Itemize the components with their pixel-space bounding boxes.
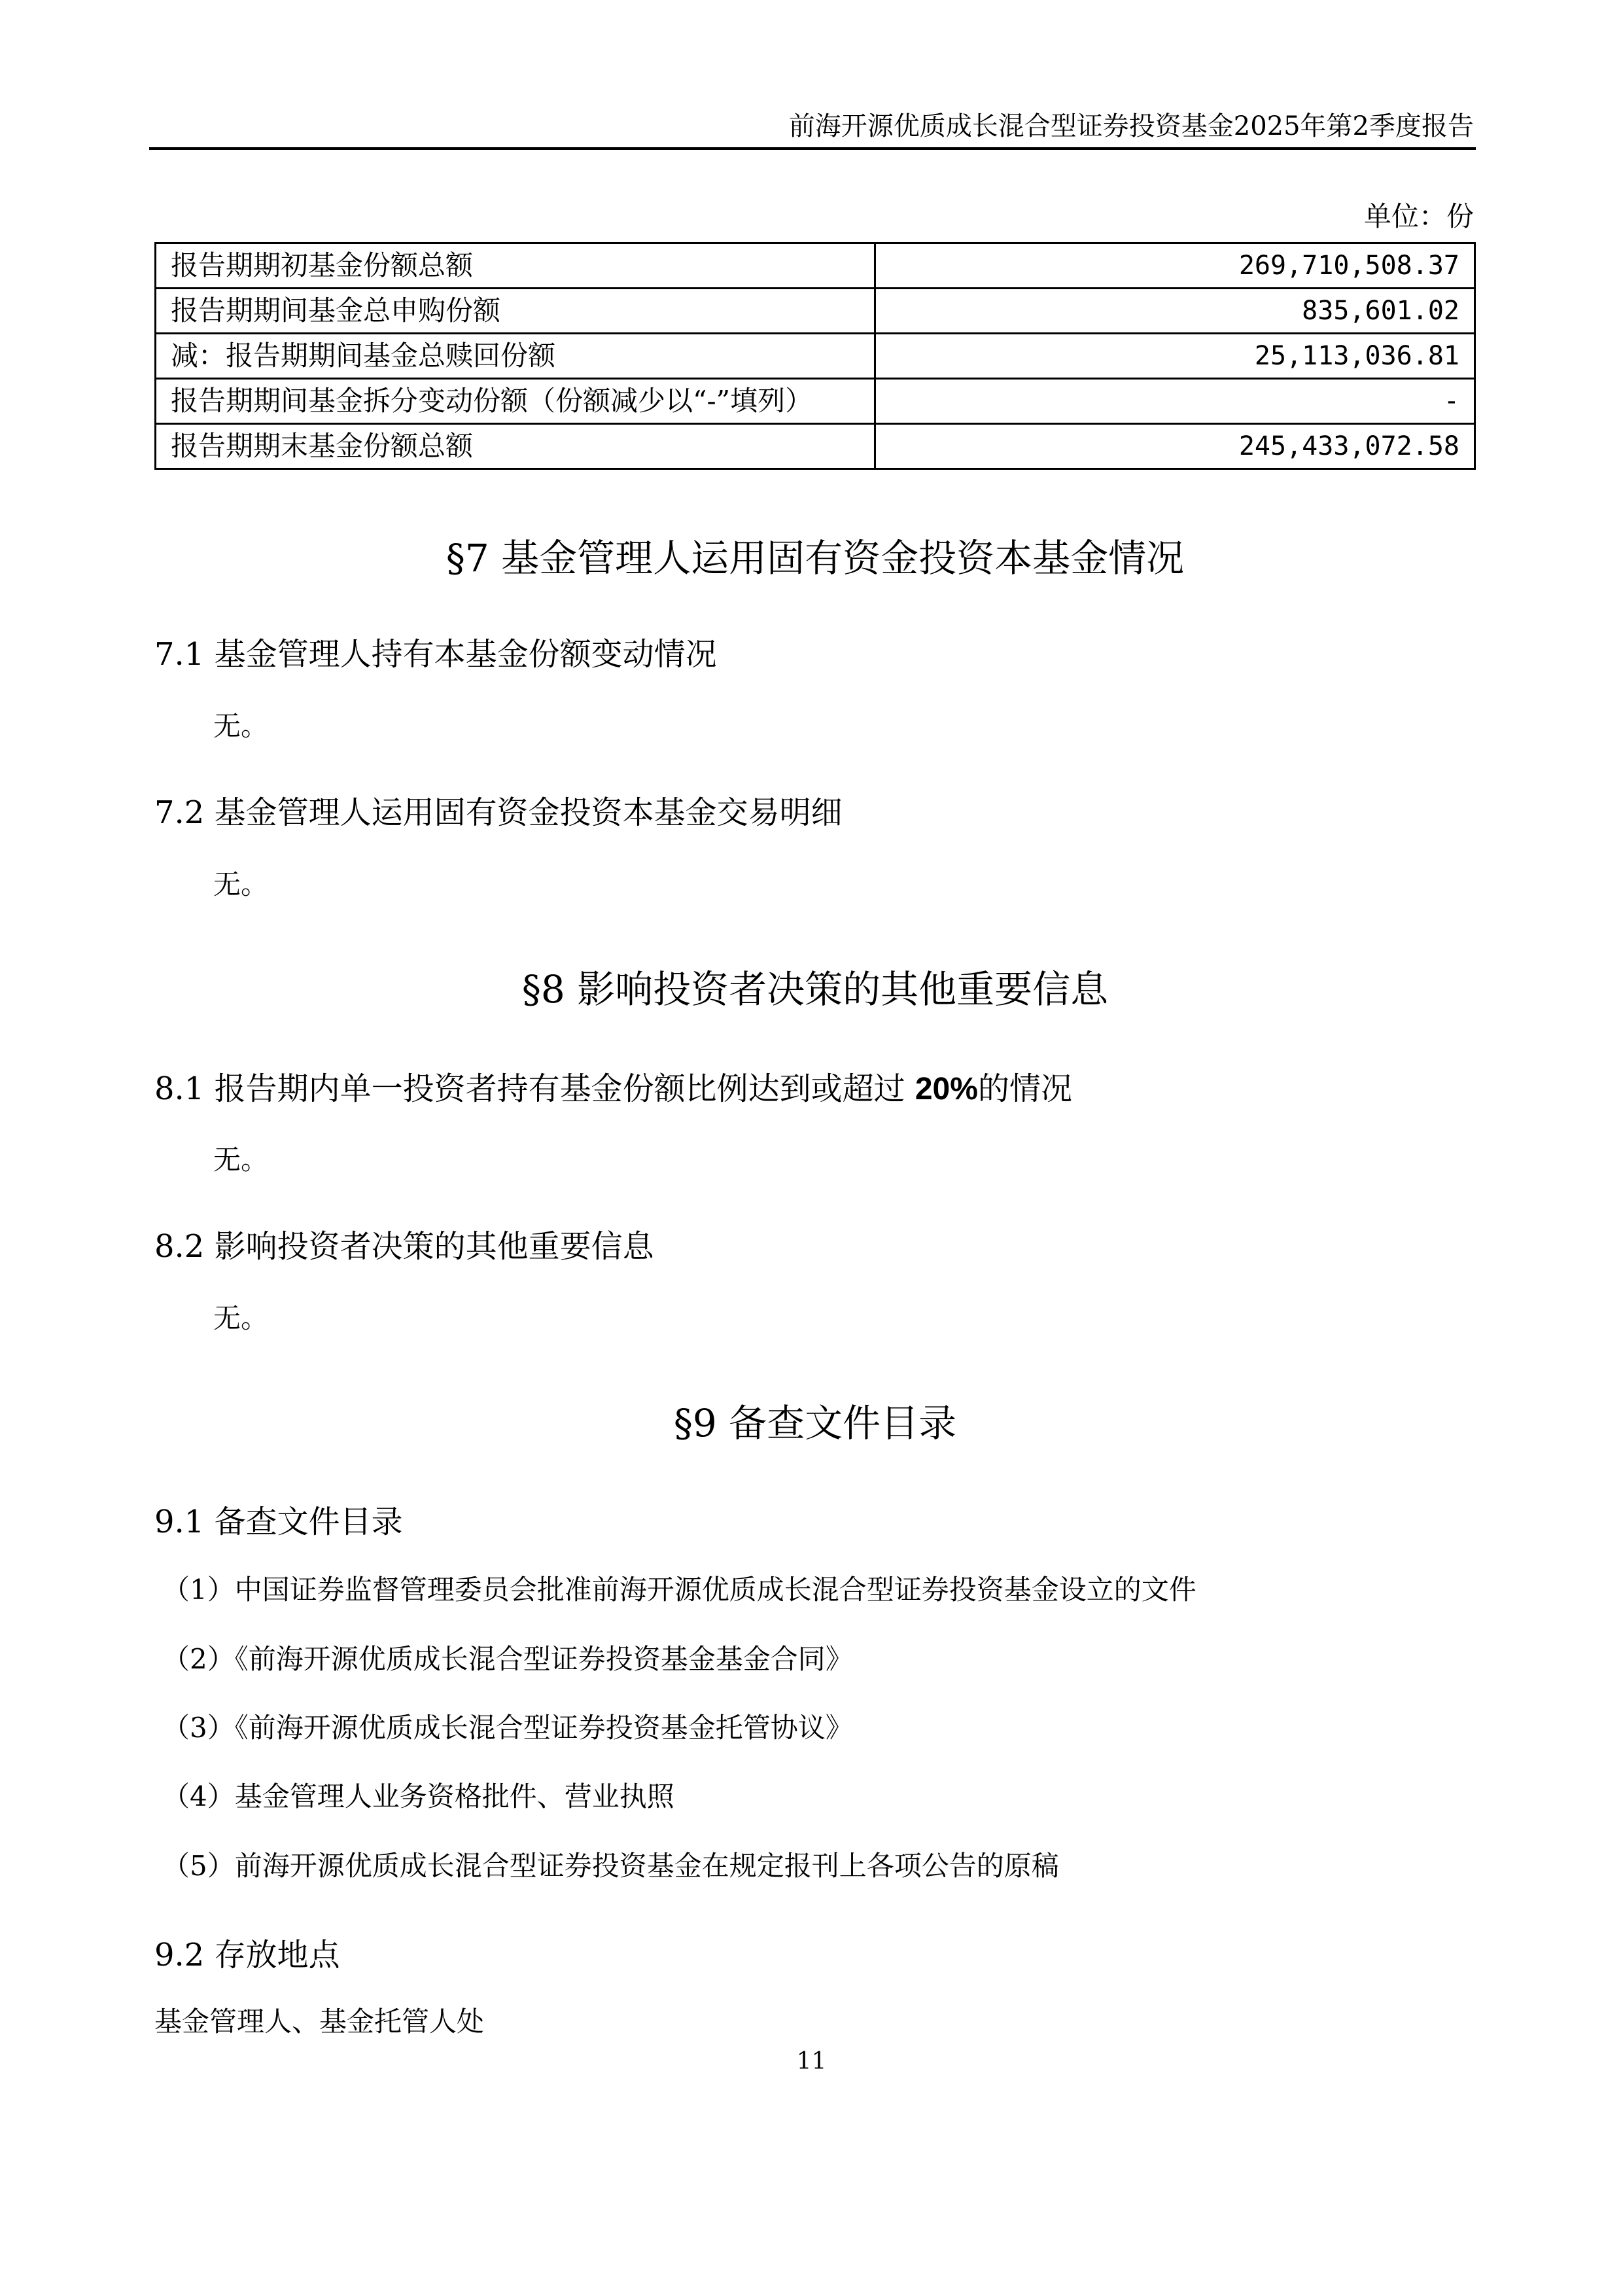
- list-item: （5）前海开源优质成长混合型证券投资基金在规定报刊上各项公告的原稿: [162, 1850, 1059, 1882]
- section8-2-title: 8.2 影响投资者决策的其他重要信息: [154, 1228, 654, 1265]
- page-number: 11: [796, 2048, 827, 2075]
- table-cell-item: 报告期期间基金拆分变动份额（份额减少以“-”填列）: [156, 379, 875, 424]
- table-unit-label: 单位：份: [1363, 200, 1474, 232]
- list-item: （4）基金管理人业务资格批件、营业执照: [162, 1780, 674, 1812]
- table-row: [156, 243, 1475, 289]
- table-cell-value: 269,710,508.37: [875, 243, 1475, 289]
- table-cell-value: -: [875, 379, 1475, 424]
- fund-share-change-table: [154, 242, 1476, 470]
- section7-2-text: 无。: [213, 868, 269, 900]
- section9-title: §9 备查文件目录: [673, 1401, 957, 1445]
- table-cell-item: 报告期期初基金份额总额: [156, 243, 875, 289]
- table-cell-value: 835,601.02: [875, 289, 1475, 334]
- table-row: [156, 379, 1475, 424]
- list-item: （2）《前海开源优质成长混合型证券投资基金基金合同》: [162, 1643, 853, 1675]
- table-cell-value: 25,113,036.81: [875, 334, 1475, 379]
- table-cell-item: 减：报告期期间基金总赎回份额: [156, 334, 875, 379]
- table-row: [156, 424, 1475, 469]
- header-divider: [149, 147, 1476, 150]
- table-cell-value: 245,433,072.58: [875, 424, 1475, 469]
- section9-2-text: 基金管理人、基金托管人处: [154, 2005, 485, 2038]
- section8-2-text: 无。: [213, 1302, 269, 1334]
- section8-1-title-pre: 8.1 报告期内单一投资者持有基金份额比例达到或超过: [154, 1070, 915, 1107]
- section8-1-title-threshold: 20%: [915, 1072, 978, 1106]
- section8-title: §8 影响投资者决策的其他重要信息: [521, 967, 1109, 1012]
- section8-1-title: [154, 1068, 1072, 1110]
- section9-2-title: 9.2 存放地点: [154, 1937, 340, 1973]
- report-header-title: 前海开源优质成长混合型证券投资基金2025年第2季度报告: [788, 111, 1474, 141]
- list-item: （3）《前海开源优质成长混合型证券投资基金托管协议》: [162, 1712, 853, 1744]
- section7-title: §7 基金管理人运用固有资金投资本基金情况: [445, 536, 1185, 580]
- table-cell-item: 报告期期间基金总申购份额: [156, 289, 875, 334]
- list-item: （1）中国证券监督管理委员会批准前海开源优质成长混合型证券投资基金设立的文件: [162, 1574, 1196, 1606]
- table-cell-item: 报告期期末基金份额总额: [156, 424, 875, 469]
- section7-1-title: 7.1 基金管理人持有本基金份额变动情况: [154, 636, 717, 673]
- section7-2-title: 7.2 基金管理人运用固有资金投资本基金交易明细: [154, 794, 843, 831]
- section8-1-text: 无。: [213, 1144, 269, 1176]
- section9-1-title: 9.1 备查文件目录: [154, 1504, 403, 1540]
- table-row: [156, 289, 1475, 334]
- table-row: [156, 334, 1475, 379]
- section8-1-title-post: 的情况: [977, 1070, 1072, 1107]
- section7-1-text: 无。: [213, 710, 269, 742]
